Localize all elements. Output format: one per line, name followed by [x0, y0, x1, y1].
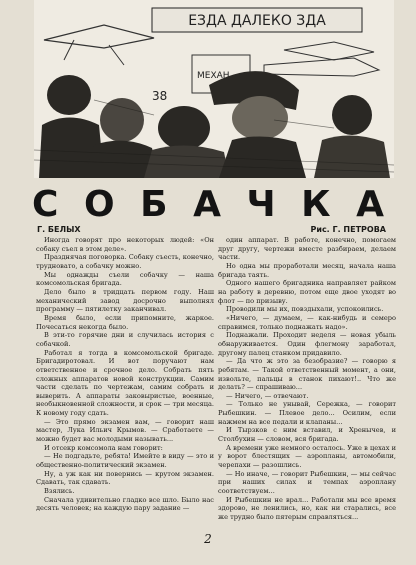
right-column [218, 236, 396, 522]
paragraph: В эти-то горячие дни и случилась история с собачкой. [36, 331, 214, 348]
artist-credit: Рис. Г. ПЕТРОВА [310, 225, 386, 234]
paragraph: А времени уже немного осталось. Уже в цехах и у ворот блестящих — аэропланы, автомобили, черепахи — разошлись. [218, 443, 396, 470]
paragraph: — Но иначе, — говорит Рыбешкин, — мы сейчас при наших силах и темпах аэроплану соответствуем... [218, 469, 396, 496]
paragraph: — Да что ж это за безобразие? — говорю я ребятам. — Такой ответственный момент, а они, извольте, пальцы в станок пихают!.. Что же делать? — спрашиваю... [218, 357, 396, 392]
title-letter: А [356, 183, 384, 225]
title-letter: О [83, 183, 115, 225]
paragraph: Работал я тогда в комсомольской бригаде. Бригадиротовал. И вот поручают нам ответственное и срочное дело. Собрать пять сложных аппаратов новой конструкции. Самим части сделать по чертежам, самим собрать и выверить. А аппараты заковыристые, военные, необыкновенной сложности, и срок — три месяца. К новому году сдать. [36, 348, 214, 418]
paragraph: — Ничего, — отвечают. [226, 391, 309, 400]
paragraph: И Тырзков с ним вставил, и Хренычев, и Столбухин — словом, вся бригада. [218, 426, 396, 444]
counter-text: 38 [152, 89, 168, 103]
paragraph: — Только не унывай, Сережка, — говорит Рыбешкин. — Плевое дело... Осилим, если нажмем на все педали и клапаны... [218, 400, 396, 426]
paragraph: Сначала удивительно гладко все шло. Было нас десять человек; на каждую пару задание — [36, 495, 214, 513]
paragraph: — Это прямо экзамен вам, — говорит наш мастер, Лука Ильич Крымов. — Сработаете — можно будет вас молодыми называть... [36, 417, 214, 444]
workers-illustration [34, 0, 394, 178]
title-letter: А [193, 183, 221, 225]
author-name: Г. БЕЛЫХ [37, 225, 81, 234]
paragraph: Мы однажды съели собачку — наша комсомольская бригада. [36, 270, 214, 288]
paragraph: один аппарат. В работе, конечно, помогаем друг другу, чертежи вместе разбираем, делаем части. [218, 236, 396, 262]
article-title [32, 184, 384, 224]
paragraph: Иногда говорят про некоторых людей: «Он собаку съел в этом деле». [36, 236, 214, 253]
title-letter: К [301, 183, 331, 225]
paragraph: Одного нашего бригадника направляет райком на работу в деревню, потом еще двое уходят во флот — по призыву. [218, 279, 396, 305]
title-letter: Ч [246, 183, 276, 225]
board-text: МЕХАН [197, 71, 230, 81]
illustration [34, 0, 394, 178]
paragraph: И Рыбешкин не врал... Работали мы все время здорово, не ленились, но, как ни старались, все же трудно было пятерым справляться... [218, 495, 396, 521]
paragraph: И отсекр комсомола нам говорит: [44, 443, 163, 452]
paragraph: Время было, если припомните, жаркое. Почесаться некогда было. [36, 313, 214, 331]
paragraph: Но одна мы проработали месяц, начала наша бригада таять. [218, 261, 396, 279]
banner-text: ЕЗДА ДАЛЕКО ЗДА [188, 13, 326, 29]
paragraph: Дело было в тридцать первом году. Наш механический завод досрочно выполнял программу — пятилетку заканчивал. [36, 287, 214, 314]
paragraph: — Не подгадьте, ребята! Имейте в виду — это и общественно-политический экзамен. [36, 452, 214, 470]
title-letter: Б [140, 183, 168, 225]
paragraph: Празднячая поговорка. Собаку съесть, конечно, трудновато, а собачку можно. [36, 253, 214, 270]
left-column [36, 236, 214, 513]
paragraph: Поднажали. Проходит неделя — новая убыль обнаруживается. Один флегмону заработал, другому палец станком придавило. [218, 331, 396, 357]
page-number: 2 [204, 532, 212, 546]
title-letter: С [32, 183, 59, 225]
paragraph: «Ничего, — думаем, — как-нибудь и семеро справимся, только поднажать надо». [218, 313, 396, 331]
paragraph: Ну, а уж как ни повернись — крутом экзамен. Сдавать, так сдавать. [36, 469, 214, 487]
paragraph: Проводили мы их, повздыхали, успокоились. [226, 305, 384, 314]
paragraph: Взялись. [44, 487, 75, 496]
